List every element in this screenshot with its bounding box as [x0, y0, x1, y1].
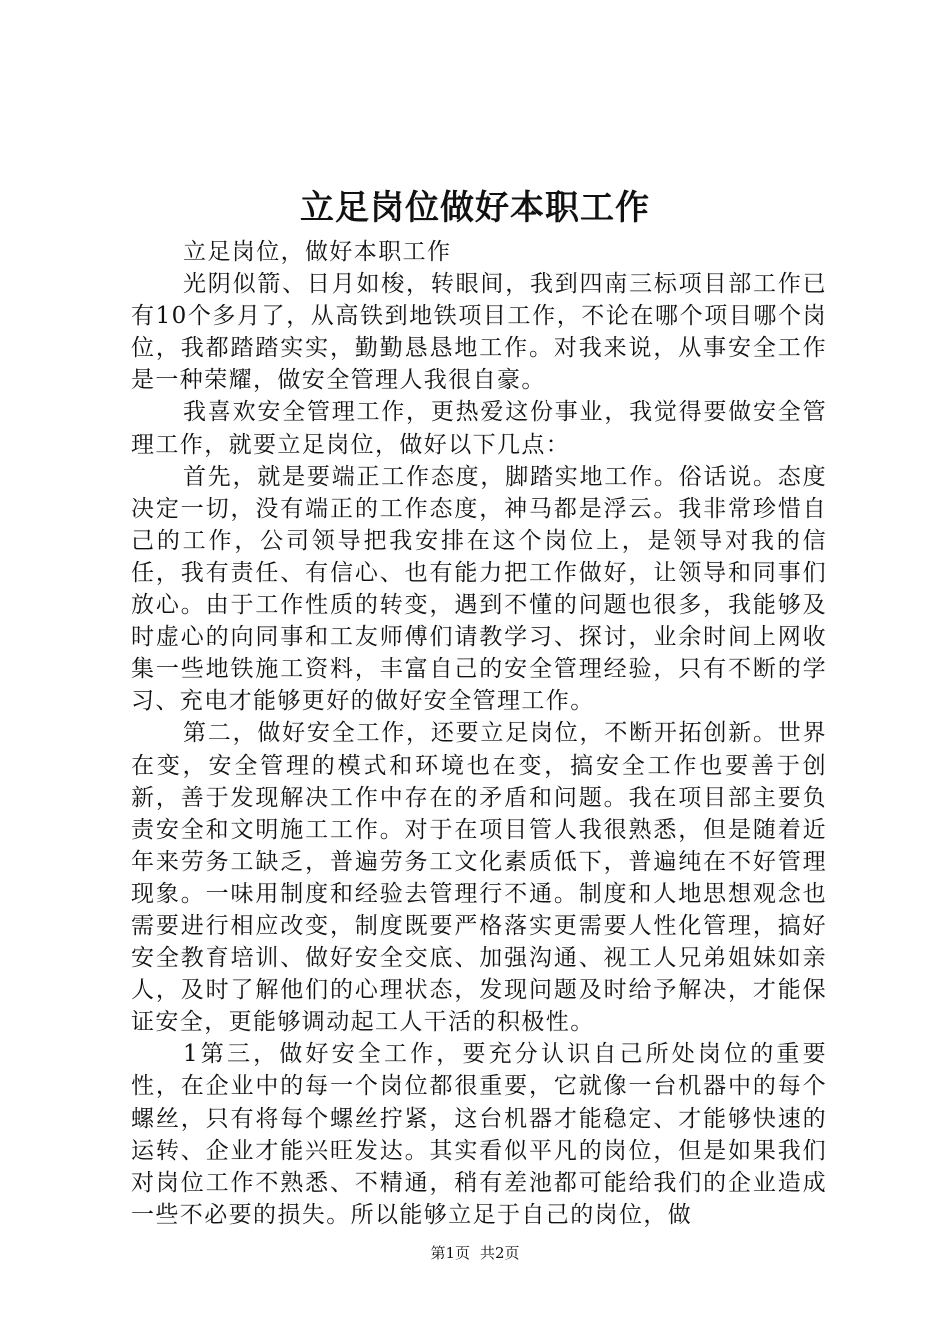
paragraph-intro: 光阴似箭、日月如梭，转眼间，我到四南三标项目部工作已有10个多月了，从高铁到地铁项目工作，不论在哪个项目哪个岗位，我都踏踏实实，勤勤恳恳地工作。对我来说，从事安全工作是一种荣耀，做安全管理人我很自豪。	[131, 271, 827, 394]
document-body	[131, 236, 827, 1231]
paragraph-first: 首先，就是要端正工作态度，脚踏实地工作。俗话说。态度决定一切，没有端正的工作态度，神马都是浮云。我非常珍惜自己的工作，公司领导把我安排在这个岗位上，是领导对我的信任，我有责任、有信心、也有能力把工作做好，让领导和同事们放心。由于工作性质的转变，遇到不懂的问题也很多，我能够及时虚心的向同事和工友师傅们请教学习、探讨，业余时间上网收集一些地铁施工资料，丰富自己的安全管理经验，只有不断的学习、充电才能够更好的做好安全管理工作。	[131, 463, 827, 715]
page-footer	[0, 1243, 950, 1263]
paragraph-second: 第二，做好安全工作，还要立足岗位，不断开拓创新。世界在变，安全管理的模式和环境也在变，搞安全工作也要善于创新，善于发现解决工作中存在的矛盾和问题。我在项目部主要负责安全和文明施工工作。对于在项目管人我很熟悉，但是随着近年来劳务工缺乏，普遍劳务工文化素质低下，普遍纯在不好管理现象。一味用制度和经验去管理行不通。制度和人地思想观念也需要进行相应改变，制度既要严格落实更需要人性化管理，搞好安全教育培训、做好安全交底、加强沟通、视工人兄弟姐妹如亲人，及时了解他们的心理状态，发现问题及时给予解决，才能保证安全，更能够调动起工人干活的积极性。	[131, 720, 827, 1036]
paragraph-subtitle: 立足岗位，做好本职工作	[183, 239, 452, 265]
page-total: 共2页	[480, 1244, 520, 1262]
paragraph-points: 我喜欢安全管理工作，更热爱这份事业，我觉得要做安全管理工作，就要立足岗位，做好以下几点：	[131, 399, 827, 458]
paragraph-third: 1第三，做好安全工作，要充分认识自己所处岗位的重要性，在企业中的每一个岗位都很重要，它就像一台机器中的每个螺丝，只有将每个螺丝拧紧，这台机器才能稳定、才能够快速的运转、企业才能兴旺发达。其实看似平凡的岗位，但是如果我们对岗位工作不熟悉、不精通，稍有差池都可能给我们的企业造成一些不必要的损失。所以能够立足于自己的岗位，做	[131, 1041, 827, 1228]
document-title: 立足岗位做好本职工作	[300, 188, 650, 228]
page-number: 第1页	[430, 1244, 470, 1262]
